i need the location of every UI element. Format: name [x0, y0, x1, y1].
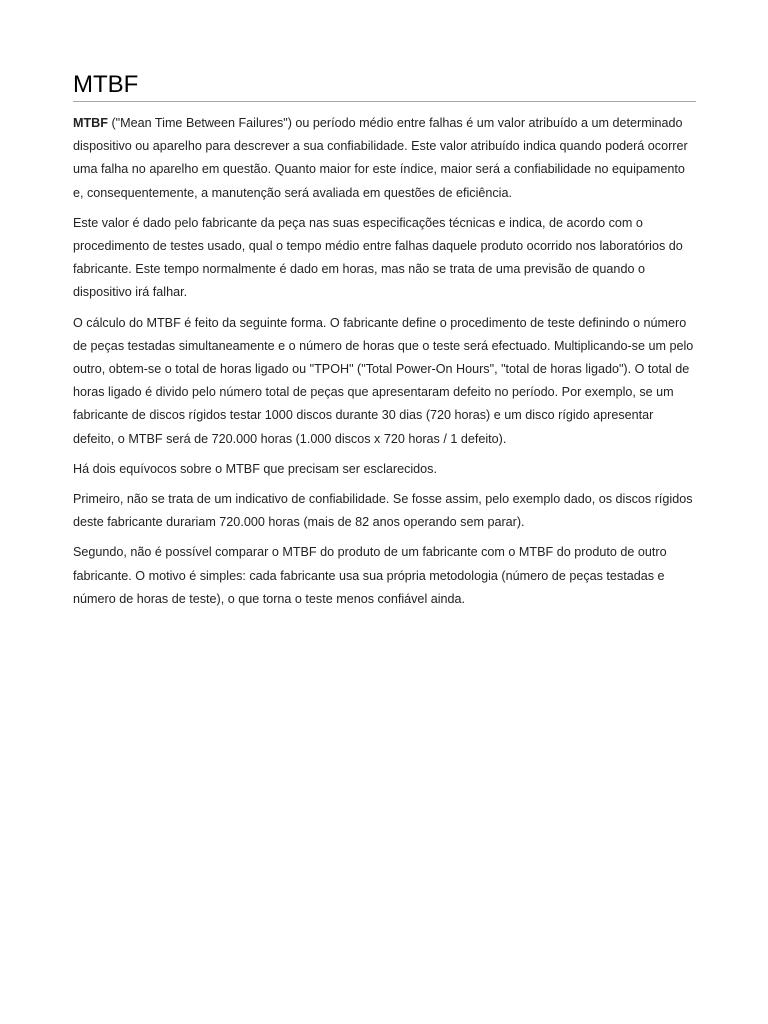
intro-paragraph	[73, 112, 696, 205]
paragraph-specs: Este valor é dado pelo fabricante da peça nas suas especificações técnicas e indica, de acordo com o procedimento de testes usado, qual o tempo médio entre falhas daquele produto ocorrido nos laboratórios do fabricante. Este tempo normalmente é dado em horas, mas não se trata de uma previsão de quando o dispositivo irá falhar.	[73, 215, 683, 300]
paragraph-misconceptions: Há dois equívocos sobre o MTBF que precisam ser esclarecidos.	[73, 461, 437, 476]
paragraph-second: Segundo, não é possível comparar o MTBF do produto de um fabricante com o MTBF do produto de outro fabricante. O motivo é simples: cada fabricante usa sua própria metodologia (número de peças testadas e número de horas de teste), o que torna o teste menos confiável ainda.	[73, 545, 667, 606]
intro-text: ("Mean Time Between Failures") ou período médio entre falhas é um valor atribuído a um determinado dispositivo ou aparelho para descrever a sua confiabilidade. Este valor atribuído indica quando poderá ocorrer uma falha no aparelho em questão. Quanto maior for este índice, maior será a confiabilidade no equipamento e, consequentemente, a manutenção será avaliada em questões de eficiência.	[73, 116, 688, 200]
page-title: MTBF	[73, 71, 696, 102]
paragraph-first: Primeiro, não se trata de um indicativo de confiabilidade. Se fosse assim, pelo exemplo dado, os discos rígidos deste fabricante durariam 720.000 horas (mais de 82 anos operando sem parar).	[73, 492, 693, 530]
article	[73, 71, 696, 611]
intro-term: MTBF	[73, 116, 108, 130]
paragraph-calculation: O cálculo do MTBF é feito da seguinte forma. O fabricante define o procedimento de teste definindo o número de peças testadas simultaneamente e o número de horas que o teste será efectuado. Multiplicando-se um pelo outro, obtem-se o total de horas ligado ou "TPOH" ("Total Power-On Hours", "total de horas ligado"). O total de horas ligado é divido pelo número total de peças que apresentaram defeito no período. Por exemplo, se um fabricante de discos rígidos testar 1000 discos durante 30 dias (720 horas) e um disco rígido apresentar defeito, o MTBF será de 720.000 horas (1.000 discos x 720 horas / 1 defeito).	[73, 315, 694, 446]
